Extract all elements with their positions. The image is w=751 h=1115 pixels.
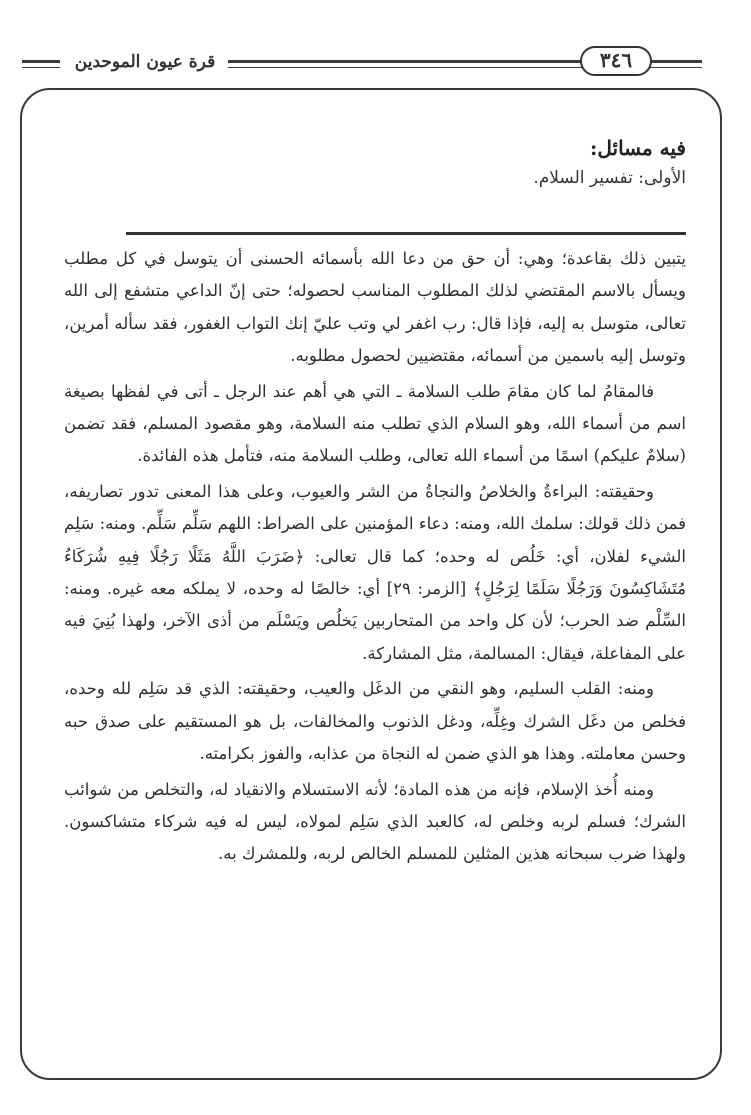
paragraph-2: فالمقامُ لما كان مقامَ طلب السلامة ـ التي هي أهم عند الرجل ـ أتى في لفظها بصيغة اسم من أسماء الله، وهو السلام الذي تطلب منه السلامة، وهو مقصود المسلم، فقد تضمن (سلامٌ عليكم) اسمًا من أسماء الله تعالى، وطلب السلامة منه، فتأمل هذه الفائدة. bbox=[64, 381, 686, 466]
paragraph-1: يتبين ذلك بقاعدة؛ وهي: أن حق من دعا الله بأسمائه الحسنى أن يتوسل في كل مطلب ويسأل بالاسم المقتضي لذلك المطلوب المناسب لحصوله؛ حتى إنّ الداعي متشفع إلى الله تعالى، متوسل به إليه، فإذا قال: رب اغفر لي وتب عليّ إنك التواب الغفور، فقد سأله أمرين، وتوسل إليه باسمين من أسمائه، مقتضيين لحصول مطلوبه. bbox=[64, 249, 686, 366]
paragraph-5: ومنه أُخذ الإسلام، فإنه من هذه المادة؛ لأنه الاستسلام والانقياد له، والتخلص من شوائب الشرك؛ فسلم لربه وخلص له، كالعبد الذي سَلِم لمولاه، ليس له فيه شركاء متشاكسون. ولهذا ضرب سبحانه هذين المثلين للمسلم الخالص لربه، وللمشرك به. bbox=[64, 779, 686, 864]
issue-item-first: الأولى: تفسير السلام. bbox=[533, 168, 686, 188]
running-title: قرة عيون الموحدين bbox=[74, 52, 216, 72]
header-rule-middle bbox=[228, 60, 582, 68]
page-number: ٣٤٦ bbox=[580, 46, 652, 76]
header-rule-left bbox=[22, 60, 60, 68]
page-header bbox=[0, 0, 751, 90]
issues-heading: فيه مسائل: bbox=[589, 136, 686, 160]
footnote-separator bbox=[126, 232, 686, 235]
paragraph-3: وحقيقته: البراءةُ والخلاصُ والنجاةُ من الشر والعيوب، وعلى هذا المعنى تدور تصاريفه، فمن ذلك قولك: سلمك الله، ومنه: دعاء المؤمنين على الصراط: اللهم سَلِّم سَلِّم. ومنه: سَلِم الشيء لفلان، أي: خَلُص له وحده؛ كما قال تعالى: ﴿ضَرَبَ اللَّهُ مَثَلًا رَجُلًا فِيهِ شُرَكَاءُ مُتَشَاكِسُونَ وَرَجُلًا سَلَمًا لِرَجُلٍ﴾ [الزمر: ٢٩] أي: خالصًا له وحده، لا يملكه معه غيره. ومنه: السِّلْم ضد الحرب؛ لأن كل واحد من المتحاربين يَخلُص ويَسْلَم من أذى الآخر، ولهذا بُنِيَ فيه على المفاعلة، فيقال: المسالمة، مثل المشاركة. bbox=[64, 481, 686, 663]
header-rule-right bbox=[650, 60, 702, 68]
paragraph-4: ومنه: القلب السليم، وهو النقي من الدغَل والعيب، وحقيقته: الذي قد سَلِم لله وحده، فخلص من دغَل الشرك وغِلِّه، ودغل الذنوب والمخالفات، بل هو المستقيم على صدق حبه وحسن معاملته. وهذا هو الذي ضمن له النجاة من عذابه، والفوز بكرامته. bbox=[64, 679, 686, 764]
page-content bbox=[64, 130, 686, 874]
